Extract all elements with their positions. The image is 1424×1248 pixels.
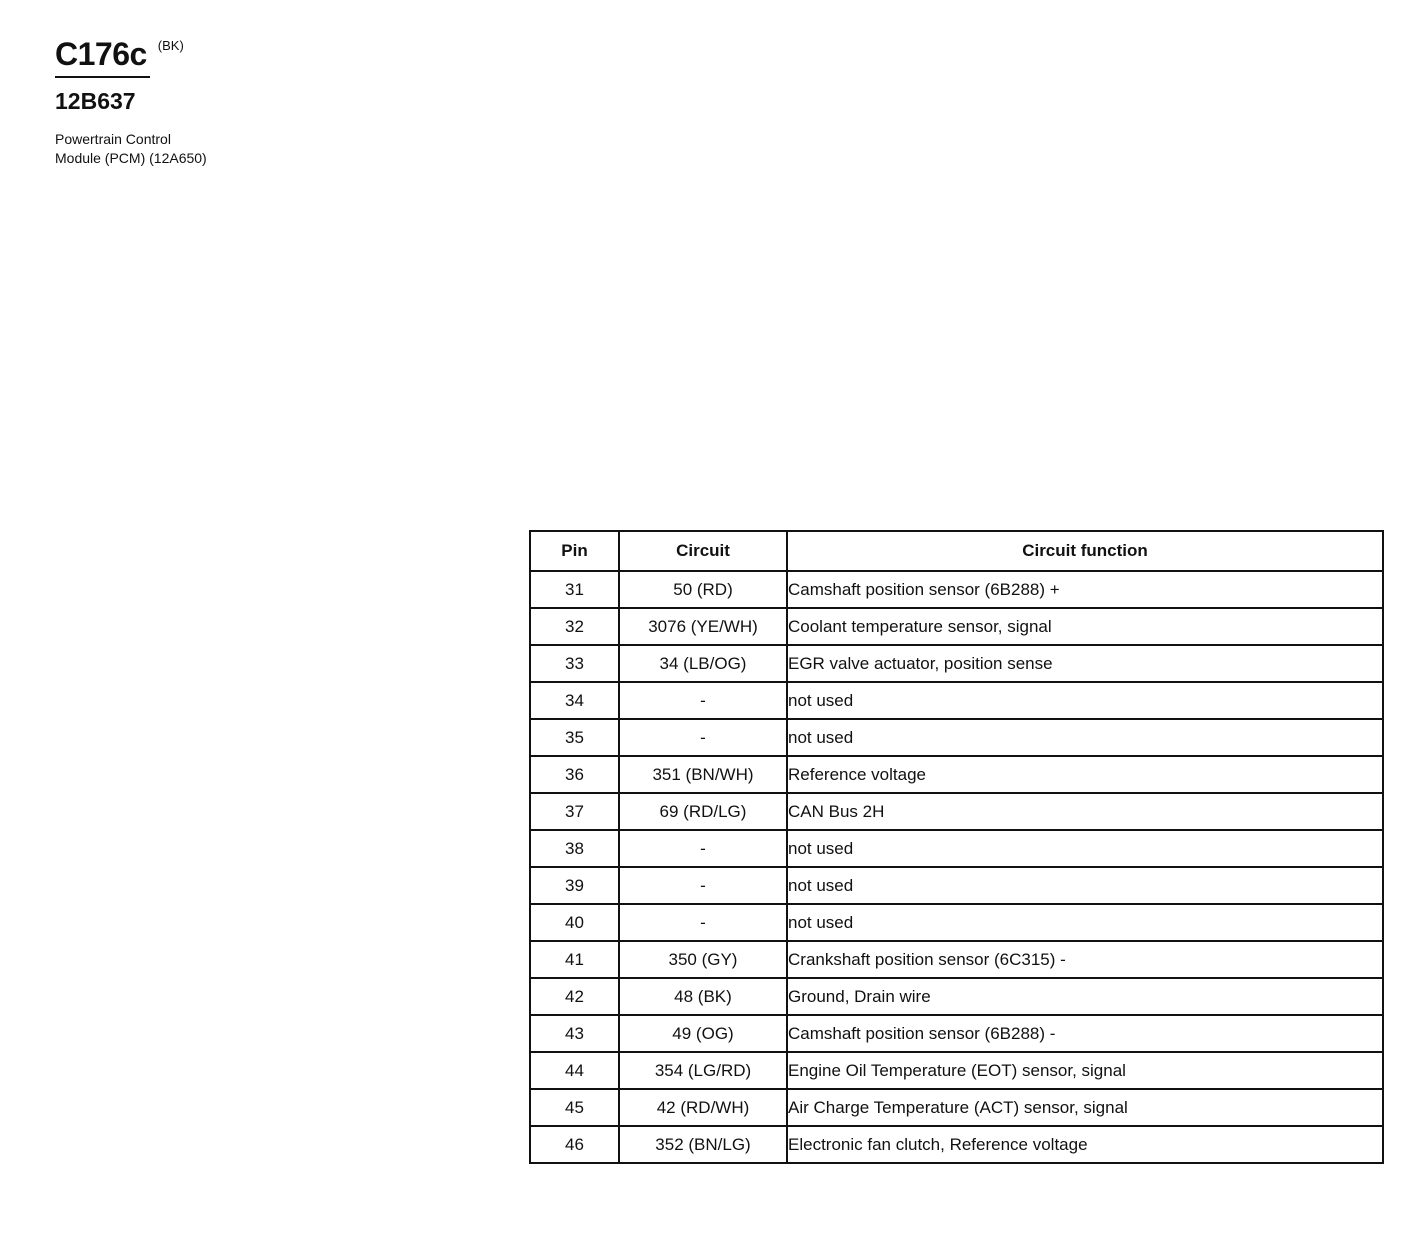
table-row	[530, 608, 1383, 645]
circuit-cell: -	[619, 719, 787, 756]
function-cell: Crankshaft position sensor (6C315) -	[787, 941, 1383, 978]
pin-cell: 35	[530, 719, 619, 756]
header-circuit-function: Circuit function	[787, 531, 1383, 571]
pin-cell: 39	[530, 867, 619, 904]
circuit-cell: 351 (BN/WH)	[619, 756, 787, 793]
pin-cell: 41	[530, 941, 619, 978]
function-cell: CAN Bus 2H	[787, 793, 1383, 830]
circuit-cell: 34 (LB/OG)	[619, 645, 787, 682]
table-row	[530, 719, 1383, 756]
pin-cell: 46	[530, 1126, 619, 1163]
table-row	[530, 830, 1383, 867]
pinout-table	[529, 530, 1384, 1164]
circuit-cell: -	[619, 904, 787, 941]
connector-title	[55, 36, 207, 72]
table-row	[530, 904, 1383, 941]
function-cell: Camshaft position sensor (6B288) -	[787, 1015, 1383, 1052]
table-header-row	[530, 531, 1383, 571]
function-cell: Reference voltage	[787, 756, 1383, 793]
circuit-cell: 69 (RD/LG)	[619, 793, 787, 830]
circuit-cell: 350 (GY)	[619, 941, 787, 978]
pin-cell: 38	[530, 830, 619, 867]
pin-cell: 43	[530, 1015, 619, 1052]
function-cell: Electronic fan clutch, Reference voltage	[787, 1126, 1383, 1163]
pin-cell: 44	[530, 1052, 619, 1089]
function-cell: EGR valve actuator, position sense	[787, 645, 1383, 682]
function-cell: Ground, Drain wire	[787, 978, 1383, 1015]
circuit-cell: 352 (BN/LG)	[619, 1126, 787, 1163]
part-number: 12B637	[55, 88, 136, 114]
circuit-cell: 354 (LG/RD)	[619, 1052, 787, 1089]
table-body	[530, 571, 1383, 1163]
pin-cell: 45	[530, 1089, 619, 1126]
circuit-cell: 3076 (YE/WH)	[619, 608, 787, 645]
header-pin: Pin	[530, 531, 619, 571]
description-line-2: Module (PCM) (12A650)	[55, 150, 207, 166]
circuit-cell: -	[619, 682, 787, 719]
function-cell: not used	[787, 867, 1383, 904]
description-line-1: Powertrain Control	[55, 131, 171, 147]
function-cell: Air Charge Temperature (ACT) sensor, signal	[787, 1089, 1383, 1126]
table-row	[530, 1126, 1383, 1163]
connector-header	[55, 36, 207, 168]
circuit-cell: 50 (RD)	[619, 571, 787, 608]
function-cell: not used	[787, 830, 1383, 867]
table-row	[530, 1052, 1383, 1089]
pin-cell: 33	[530, 645, 619, 682]
module-description	[55, 130, 207, 168]
function-cell: not used	[787, 904, 1383, 941]
pin-cell: 32	[530, 608, 619, 645]
circuit-cell: -	[619, 830, 787, 867]
table-row	[530, 1015, 1383, 1052]
connector-id: C176c	[55, 36, 147, 72]
connector-color: (BK)	[157, 38, 184, 53]
pin-cell: 36	[530, 756, 619, 793]
pin-cell: 31	[530, 571, 619, 608]
pin-cell: 37	[530, 793, 619, 830]
function-cell: Camshaft position sensor (6B288) +	[787, 571, 1383, 608]
pin-cell: 40	[530, 904, 619, 941]
circuit-cell: 48 (BK)	[619, 978, 787, 1015]
function-cell: Engine Oil Temperature (EOT) sensor, signal	[787, 1052, 1383, 1089]
function-cell: not used	[787, 682, 1383, 719]
circuit-cell: 42 (RD/WH)	[619, 1089, 787, 1126]
table-row	[530, 941, 1383, 978]
table-row	[530, 793, 1383, 830]
circuit-cell: -	[619, 867, 787, 904]
table-row	[530, 867, 1383, 904]
table-row	[530, 682, 1383, 719]
title-underline	[55, 76, 150, 78]
function-cell: Coolant temperature sensor, signal	[787, 608, 1383, 645]
function-cell: not used	[787, 719, 1383, 756]
table-row	[530, 978, 1383, 1015]
circuit-cell: 49 (OG)	[619, 1015, 787, 1052]
table-row	[530, 571, 1383, 608]
header-circuit: Circuit	[619, 531, 787, 571]
pin-cell: 42	[530, 978, 619, 1015]
table-row	[530, 756, 1383, 793]
table-row	[530, 1089, 1383, 1126]
table-row	[530, 645, 1383, 682]
pin-cell: 34	[530, 682, 619, 719]
